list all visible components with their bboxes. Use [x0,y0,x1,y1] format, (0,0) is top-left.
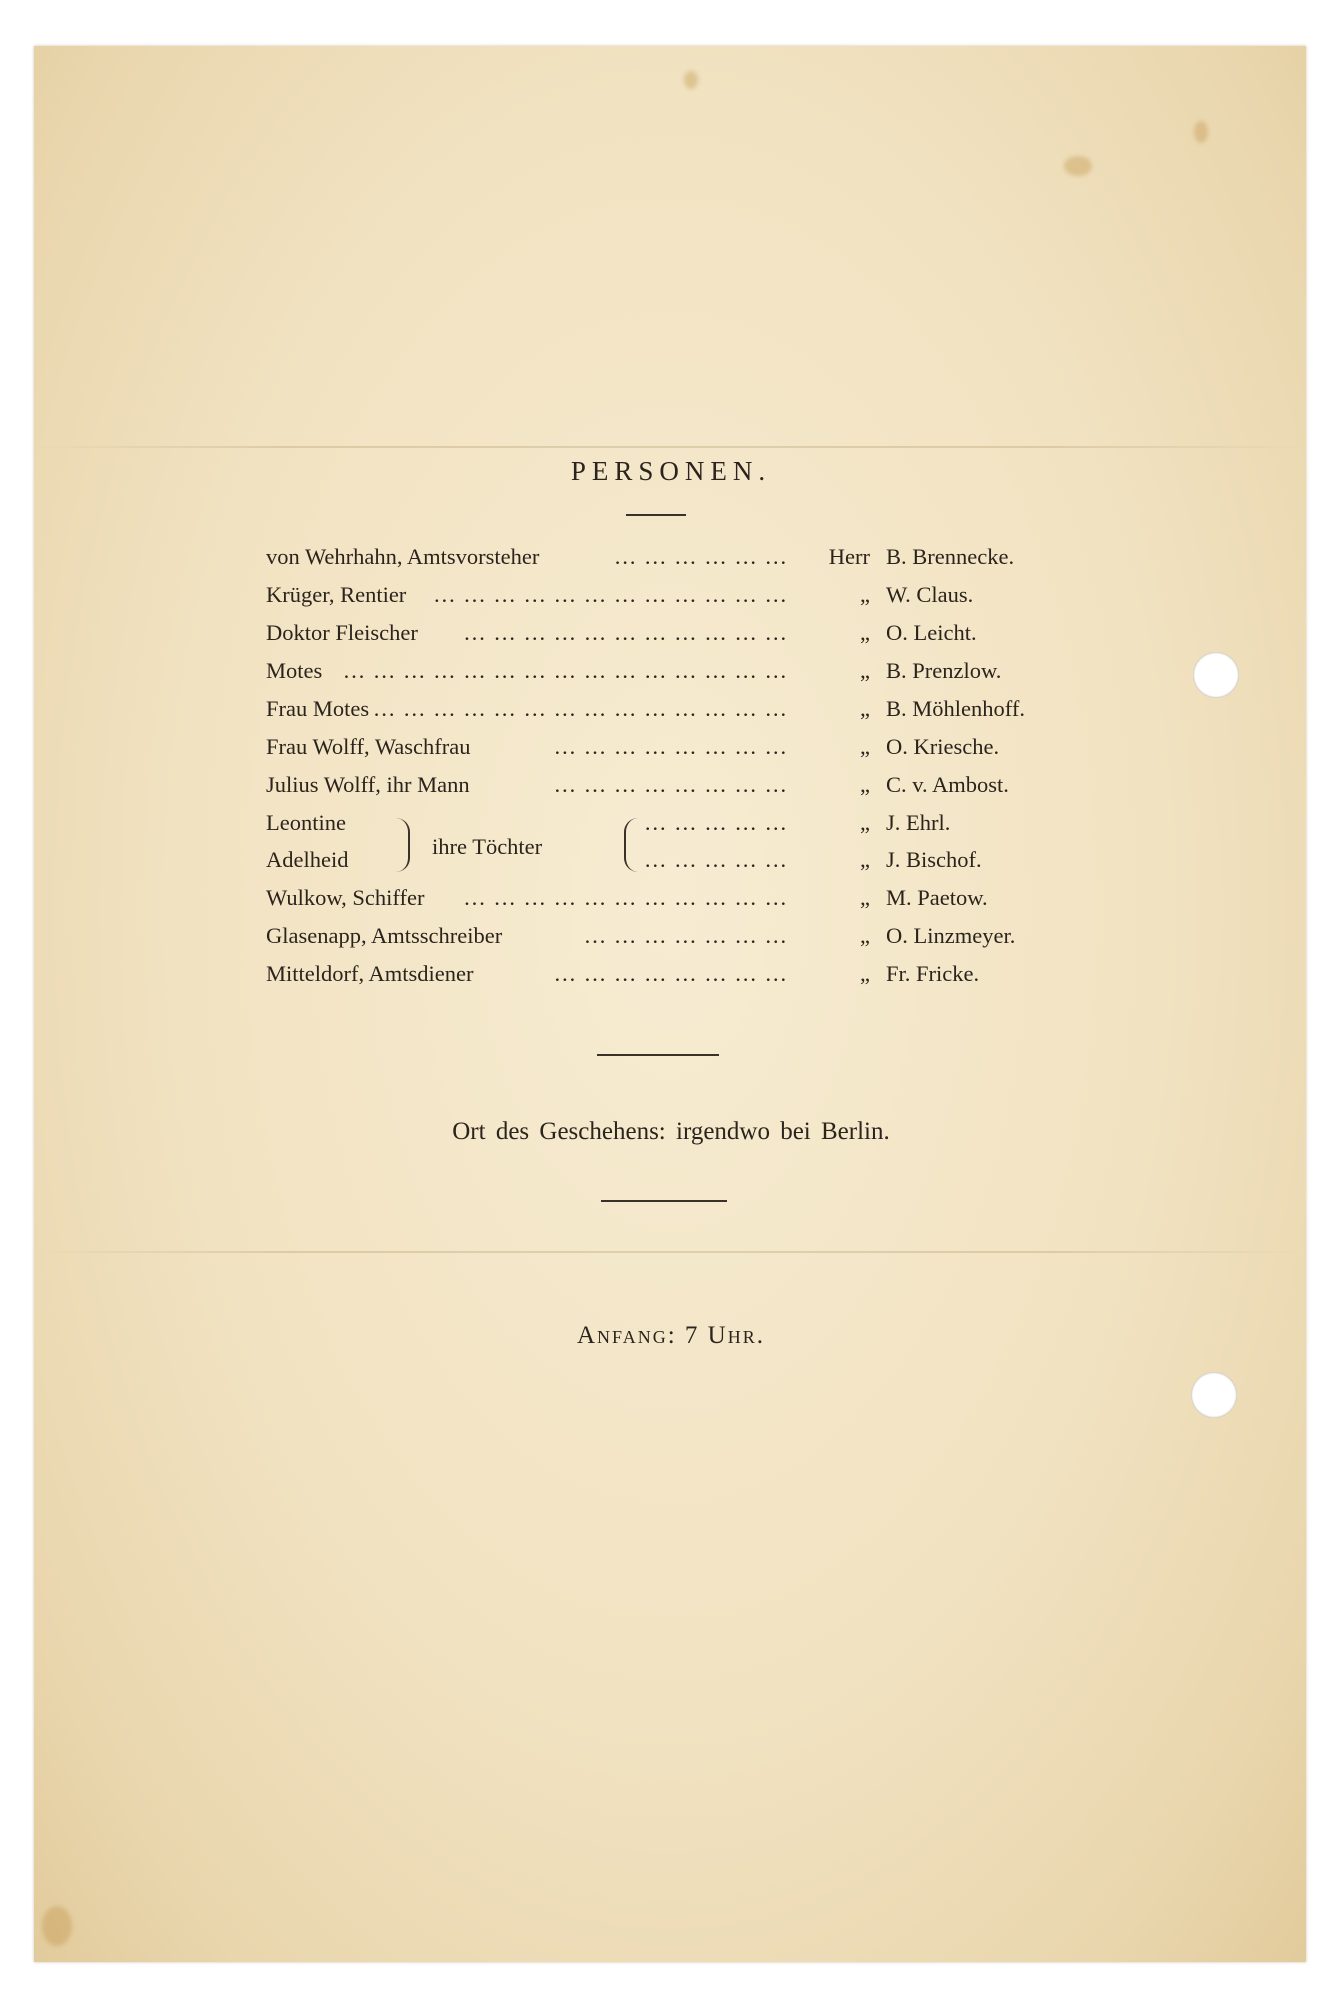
actor-name: J. Bischof. [886,847,982,872]
actor-name: B. Möhlenhoff. [886,696,1025,721]
fold-crease-upper [34,446,1306,448]
leader-dots: … … … … … [644,810,788,835]
role-name: Frau Wolff, Waschfrau [266,734,471,759]
role-name: Wulkow, Schiffer [266,885,425,910]
leader-dots: … … … … … … … … [553,961,788,986]
leader-dots: … … … … … … … … … … … … … … [372,696,788,721]
separator-rule-1 [597,1054,719,1056]
title-underline [626,514,686,516]
cast-row [266,544,1086,582]
daughters-brace-right [624,818,640,872]
actor-title: „ [860,696,870,721]
cast-row [266,772,1086,810]
stain-bottom-left [42,1906,72,1946]
actor-name: C. v. Ambost. [886,772,1009,797]
leader-dots: … … … … … … … … [553,734,788,759]
stain-top-right [1064,156,1092,176]
cast-row [266,923,1086,961]
role-name: Julius Wolff, ihr Mann [266,772,470,797]
actor-title: Herr [828,544,870,569]
cast-row [266,810,1086,848]
cast-row [266,885,1086,923]
role-name: Motes [266,658,323,683]
cast-row [266,658,1086,696]
actor-title: „ [860,734,870,759]
actor-name: B. Brennecke. [886,544,1015,569]
paper-sheet [34,46,1306,1962]
actor-name: O. Kriesche. [886,734,1000,759]
actor-name: M. Paetow. [886,885,988,910]
start-time: Anfang: 7 Uhr. [577,1322,765,1349]
actor-name: W. Claus. [886,582,974,607]
daughters-label: ihre Töchter [432,834,543,859]
cast-row [266,582,1086,620]
punch-hole-lower [1191,1372,1237,1418]
fold-crease-lower [34,1251,1306,1253]
leader-dots: … … … … … … … … … … … … … … … [342,658,788,683]
role-name: Mitteldorf, Amtsdiener [266,961,474,986]
actor-name: Fr. Fricke. [886,961,980,986]
page-title: PERSONEN. [570,456,772,486]
cast-row [266,847,1086,885]
role-name: Frau Motes [266,696,370,721]
actor-title: „ [860,620,870,645]
cast-row [266,961,1086,999]
role-name: von Wehrhahn, Amtsvorsteher [266,544,540,569]
setting-line: Ort des Geschehens: irgendwo bei Berlin. [452,1118,890,1145]
actor-title: „ [860,923,870,948]
punch-hole-upper [1193,652,1239,698]
actor-name: B. Prenzlow. [886,658,1002,683]
actor-name: O. Linzmeyer. [886,923,1016,948]
actor-title: „ [860,847,870,872]
actor-title: „ [860,810,870,835]
leader-dots: … … … … … [644,847,788,872]
role-name: Adelheid [266,847,349,872]
actor-title: „ [860,772,870,797]
role-name: Doktor Fleischer [266,620,418,645]
leader-dots: … … … … … … … … … … … [463,620,788,645]
role-name: Glasenapp, Amtsschreiber [266,923,503,948]
actor-name: J. Ehrl. [886,810,951,835]
actor-title: „ [860,961,870,986]
actor-name: O. Leicht. [886,620,977,645]
leader-dots: … … … … … … … [583,923,788,948]
actor-title: „ [860,885,870,910]
cast-row [266,620,1086,658]
role-name: Leontine [266,810,346,835]
leader-dots: … … … … … … [613,544,788,569]
leader-dots: … … … … … … … … [553,772,788,797]
daughters-brace-left [394,818,410,872]
cast-row [266,696,1086,734]
stain-right [1194,121,1208,143]
separator-rule-2 [601,1200,727,1202]
actor-title: „ [860,582,870,607]
role-name: Krüger, Rentier [266,582,407,607]
leader-dots: … … … … … … … … … … … … [433,582,788,607]
leader-dots: … … … … … … … … … … … [463,885,788,910]
stain-top [684,71,698,89]
actor-title: „ [860,658,870,683]
cast-row [266,734,1086,772]
